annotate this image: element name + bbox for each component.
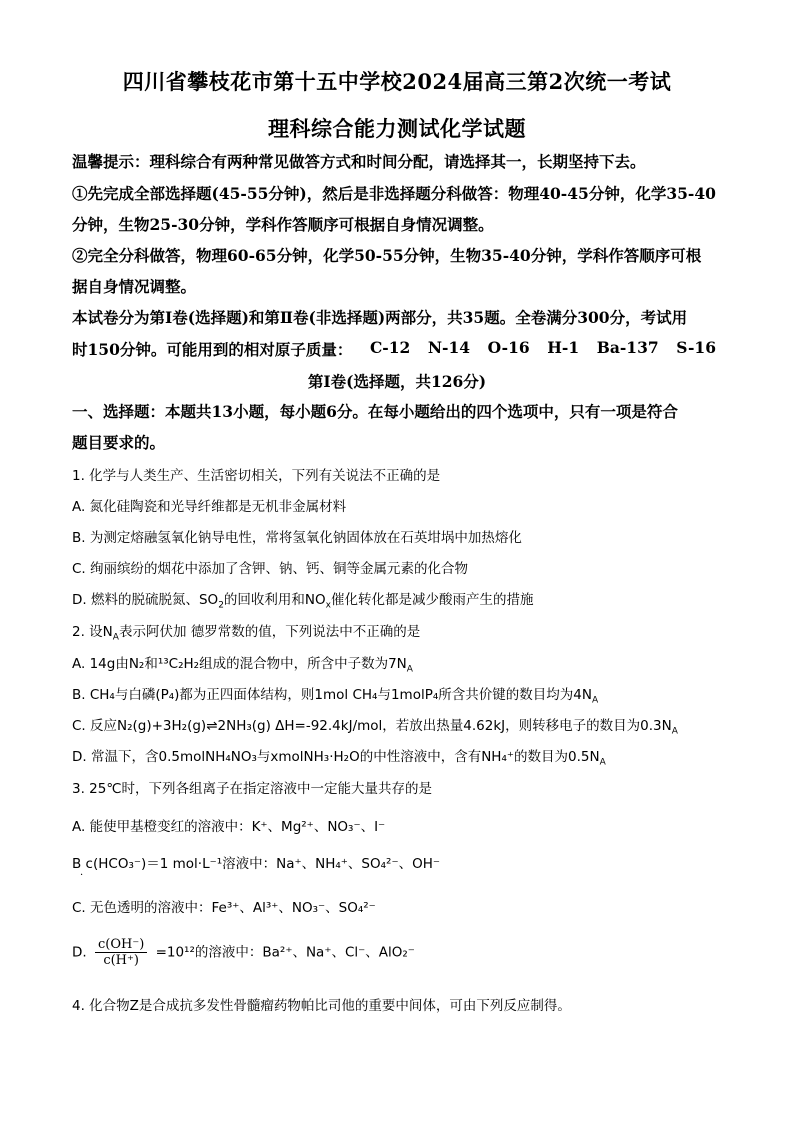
tip-line-1: 温馨提示：理科综合有两种常见做答方式和时间分配，请选择其一，长期坚持下去。 bbox=[72, 152, 646, 171]
q2-a-text: A. 14g由N₂和¹³C₂H₂组成的混合物中，所含中子数为7N bbox=[72, 656, 407, 672]
q3-option-a: A. 能使甲基橙变红的溶液中：K⁺、Mg²⁺、NO₃⁻、I⁻ bbox=[72, 819, 386, 835]
atomic-mass-c: C-12 bbox=[369, 338, 411, 357]
q2-stem bbox=[72, 620, 420, 643]
q1-d-part2: 的回收利用和NO bbox=[223, 592, 326, 608]
atomic-mass-h: H-1 bbox=[547, 338, 580, 357]
q2-stem-part2: 表示阿伏加 德罗常数的值，下列说法中不正确的是 bbox=[118, 624, 421, 640]
q4-stem: 4. 化合物Z是合成抗多发性骨髓瘤药物帕比司他的重要中间体，可由下列反应制得。 bbox=[72, 998, 571, 1014]
tip-line-3: 分钟，生物25-30分钟，学科作答顺序可根据自身情况调整。 bbox=[72, 215, 494, 234]
q3-d-rest: =10¹²的溶液中：Ba²⁺、Na⁺、Cl⁻、AlO₂⁻ bbox=[155, 944, 415, 961]
section-title: 第Ⅰ卷(选择题，共126分) bbox=[307, 372, 487, 391]
q2-c-sub: A bbox=[671, 726, 678, 737]
section-instruction-2: 题目要求的。 bbox=[72, 433, 166, 452]
q2-option-c bbox=[72, 714, 678, 737]
atomic-mass-o: O-16 bbox=[487, 338, 530, 357]
q2-a-sub: A bbox=[406, 664, 413, 675]
q3-stem: 3. 25℃时，下列各组离子在指定溶液中一定能大量共存的是 bbox=[72, 781, 433, 797]
atomic-mass-s: S-16 bbox=[676, 338, 716, 357]
q3-option-c: C. 无色透明的溶液中：Fe³⁺、Al³⁺、NO₃⁻、SO₄²⁻ bbox=[72, 900, 376, 916]
q2-option-a bbox=[72, 652, 413, 675]
q3-d-numerator: c(OH⁻) bbox=[95, 937, 147, 953]
q1-option-c: C. 绚丽缤纷的烟花中添加了含钾、钠、钙、铜等金属元素的化合物 bbox=[72, 561, 469, 577]
q2-b-text: B. CH₄与白磷(P₄)都为正四面体结构，则1mol CH₄与1molP₄所含共价键的数目均为4N bbox=[72, 687, 592, 703]
q1-d-part1: D. 燃料的脱硫脱氮、SO bbox=[72, 592, 219, 608]
q2-d-sub: A bbox=[599, 757, 606, 768]
section-instruction-1: 一、选择题：本题共13小题，每小题6分。在每小题给出的四个选项中，只有一项是符合 bbox=[72, 402, 678, 421]
q3-d-label: D. bbox=[72, 944, 87, 961]
q1-stem: 1. 化学与人类生产、生活密切相关，下列有关说法不正确的是 bbox=[72, 468, 441, 484]
info-line-1: 本试卷分为第Ⅰ卷(选择题)和第Ⅱ卷(非选择题)两部分，共35题。全卷满分300分，考试用 bbox=[72, 308, 688, 327]
q3-d-denominator: c(H⁺) bbox=[103, 953, 139, 968]
q1-option-a: A. 氮化硅陶瓷和光导纤维都是无机非金属材料 bbox=[72, 499, 347, 515]
tip-line-5: 据自身情况调整。 bbox=[72, 277, 197, 296]
q2-c-text: C. 反应N₂(g)+3H₂(g)⇌2NH₃(g) ΔH=-92.4kJ/mol，若放出热量4.62kJ，则转移电子的数目为0.3N bbox=[72, 718, 672, 734]
tip-line-2: ①先完成全部选择题(45-55分钟)，然后是非选择题分科做答：物理40-45分钟，化学35-40 bbox=[72, 184, 716, 203]
q1-option-b: B. 为测定熔融氢氧化钠导电性，常将氢氧化钠固体放在石英坩埚中加热熔化 bbox=[72, 530, 522, 546]
q2-option-b bbox=[72, 683, 598, 706]
atomic-mass-line bbox=[72, 338, 716, 360]
atomic-mass-ba: Ba-137 bbox=[596, 338, 659, 357]
q3-option-b: B c(HCO₃⁻)＝1 mol·L⁻¹溶液中：Na⁺、NH₄⁺、SO₄²⁻、OH⁻ bbox=[72, 856, 440, 872]
exam-subtitle: 理科综合能力测试化学试题 bbox=[268, 116, 526, 141]
exam-title: 四川省攀枝花市第十五中学校2024届高三第2次统一考试 bbox=[122, 69, 672, 94]
q1-option-d: D. 燃料的脱硫脱氮、$SO_2$的回收利用和$NO_x$催化转化都是减少酸雨产生的措施 bbox=[72, 592, 534, 611]
decorative-dot: · bbox=[80, 870, 84, 881]
q3-d-fraction bbox=[95, 937, 147, 968]
q2-stem-part1: 2. 设N bbox=[72, 624, 113, 640]
q2-b-sub: A bbox=[591, 695, 599, 706]
tip-line-4: ②完全分科做答，物理60-65分钟，化学50-55分钟，生物35-40分钟，学科作答顺序可根 bbox=[72, 246, 702, 265]
q1-d-part3: 催化转化都是减少酸雨产生的措施 bbox=[330, 592, 534, 608]
atomic-mass-n: N-14 bbox=[427, 338, 471, 357]
q2-sub-a: A bbox=[112, 632, 119, 643]
atomic-mass-prefix: 时150分钟。可能用到的相对原子质量： bbox=[72, 340, 353, 359]
q2-d-text: D. 常温下，含0.5molNH₄NO₃与xmolNH₃·H₂O的中性溶液中，含有NH₄⁺的数目为0.5N bbox=[72, 749, 600, 765]
q3-option-d bbox=[72, 937, 415, 968]
q2-option-d bbox=[72, 745, 606, 768]
